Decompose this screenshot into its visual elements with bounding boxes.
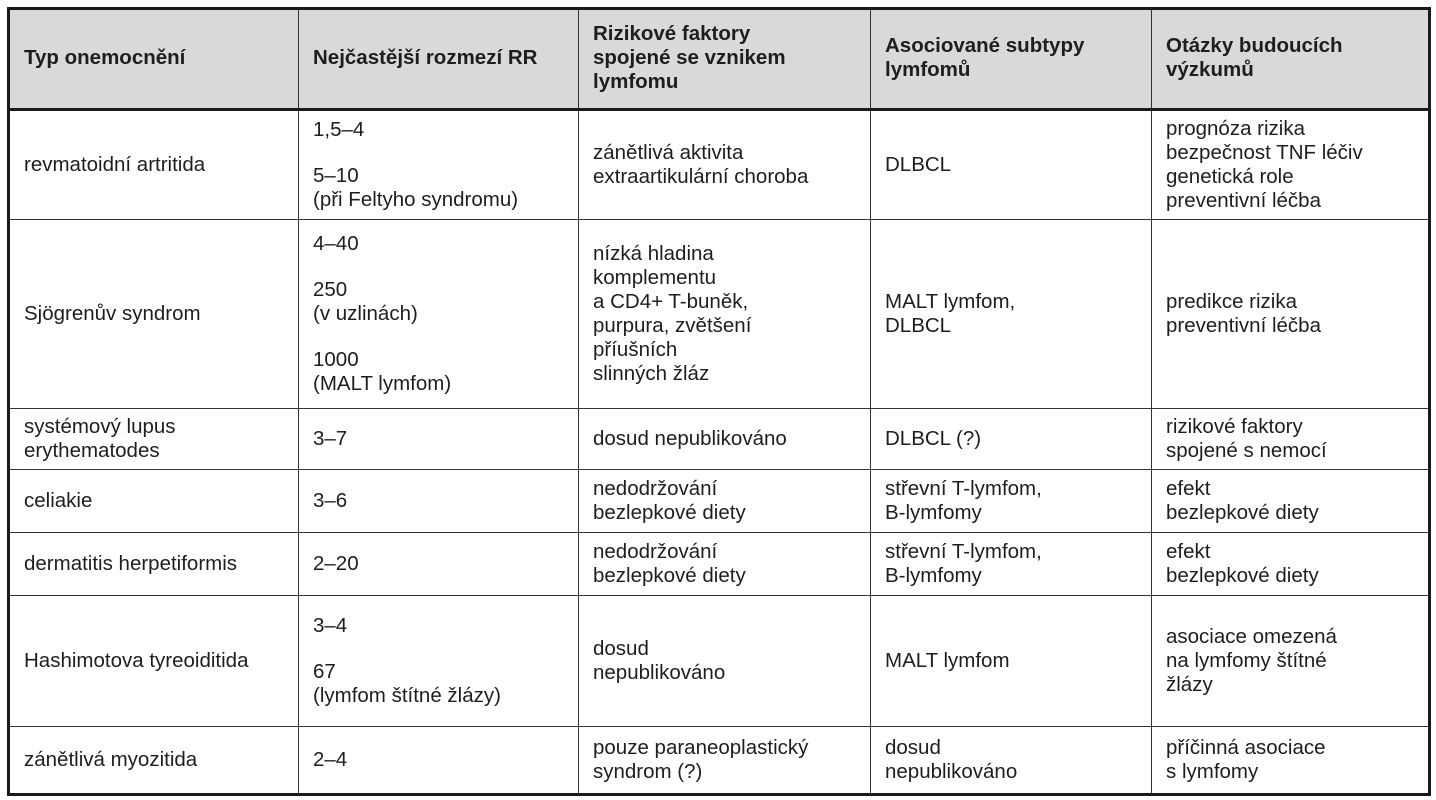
rr-cell bbox=[299, 110, 579, 220]
rr-cell bbox=[299, 409, 579, 470]
cell-line: na lymfomy štítné bbox=[1166, 649, 1327, 672]
subtypes-cell bbox=[871, 596, 1152, 727]
rr-cell bbox=[299, 220, 579, 409]
header-risk-factors bbox=[579, 9, 871, 110]
risk-cell bbox=[579, 727, 871, 795]
cell-line: nedodržování bbox=[593, 540, 718, 563]
cell-line: 250 bbox=[313, 278, 348, 301]
cell-line: 2–4 bbox=[313, 748, 348, 771]
research-cell bbox=[1152, 533, 1430, 596]
header-line: výzkumů bbox=[1166, 58, 1254, 81]
cell-line: 1,5–4 bbox=[313, 118, 365, 141]
cell-line: MALT lymfom bbox=[885, 649, 1010, 672]
table-container bbox=[7, 7, 1428, 794]
cell-line: slinných žláz bbox=[593, 362, 710, 385]
cell-line: 67 bbox=[313, 660, 336, 683]
cell-line: efekt bbox=[1166, 540, 1211, 563]
cell-line: 3–4 bbox=[313, 614, 348, 637]
header-lymphoma-subtypes bbox=[871, 9, 1152, 110]
cell-line: 3–6 bbox=[313, 489, 348, 512]
research-cell bbox=[1152, 220, 1430, 409]
disease-cell bbox=[9, 110, 299, 220]
subtypes-cell bbox=[871, 470, 1152, 533]
header-future-research bbox=[1152, 9, 1430, 110]
cell-line: DLBCL (?) bbox=[885, 427, 982, 450]
risk-cell bbox=[579, 220, 871, 409]
cell-line: genetická role bbox=[1166, 165, 1294, 188]
cell-line: DLBCL bbox=[885, 314, 952, 337]
cell-line: zánětlivá aktivita bbox=[593, 141, 744, 164]
risk-cell bbox=[579, 110, 871, 220]
cell-line: nepublikováno bbox=[593, 661, 726, 684]
risk-cell bbox=[579, 533, 871, 596]
header-line: Asociované subtypy bbox=[885, 34, 1085, 57]
research-cell bbox=[1152, 110, 1430, 220]
table-row bbox=[9, 727, 1430, 795]
rr-cell bbox=[299, 727, 579, 795]
table-row bbox=[9, 110, 1430, 220]
header-rr-range bbox=[299, 9, 579, 110]
cell-line: efekt bbox=[1166, 477, 1211, 500]
cell-line: Hashimotova tyreoiditida bbox=[24, 649, 249, 672]
cell-line: komplementu bbox=[593, 266, 717, 289]
header-line: Otázky budoucích bbox=[1166, 34, 1343, 57]
rr-cell bbox=[299, 470, 579, 533]
cell-line: nízká hladina bbox=[593, 242, 714, 265]
cell-line: dosud nepublikováno bbox=[593, 427, 787, 450]
research-cell bbox=[1152, 470, 1430, 533]
subtypes-cell bbox=[871, 727, 1152, 795]
cell-line: příušních bbox=[593, 338, 678, 361]
cell-line: asociace omezená bbox=[1166, 625, 1337, 648]
header-row bbox=[9, 9, 1430, 110]
header-line: lymfomu bbox=[593, 70, 679, 93]
disease-cell bbox=[9, 470, 299, 533]
cell-line: pouze paraneoplastický bbox=[593, 736, 809, 759]
cell-line: rizikové faktory bbox=[1166, 415, 1303, 438]
header-line: spojené se vznikem bbox=[593, 46, 786, 69]
header-line: lymfomů bbox=[885, 58, 971, 81]
cell-line: syndrom (?) bbox=[593, 760, 703, 783]
cell-line: nepublikováno bbox=[885, 760, 1018, 783]
cell-line: celiakie bbox=[24, 489, 93, 512]
cell-line: erythematodes bbox=[24, 439, 160, 462]
cell-line: bezlepkové diety bbox=[1166, 501, 1319, 524]
rr-cell bbox=[299, 533, 579, 596]
cell-line: (při Feltyho syndromu) bbox=[313, 188, 519, 211]
cell-line: MALT lymfom, bbox=[885, 290, 1016, 313]
cell-line: prognóza rizika bbox=[1166, 117, 1306, 140]
cell-line: 5–10 bbox=[313, 164, 359, 187]
cell-line: 2–20 bbox=[313, 552, 359, 575]
disease-cell bbox=[9, 220, 299, 409]
cell-line: (MALT lymfom) bbox=[313, 372, 452, 395]
disease-cell bbox=[9, 533, 299, 596]
cell-line: střevní T-lymfom, bbox=[885, 477, 1042, 500]
cell-line: revmatoidní artritida bbox=[24, 153, 206, 176]
cell-line: bezlepkové diety bbox=[1166, 564, 1319, 587]
header-disease-type bbox=[9, 9, 299, 110]
cell-line: a CD4+ T-buněk, bbox=[593, 290, 749, 313]
cell-line: žlázy bbox=[1166, 673, 1213, 696]
cell-line: 3–7 bbox=[313, 427, 348, 450]
table-row bbox=[9, 533, 1430, 596]
risk-cell bbox=[579, 596, 871, 727]
subtypes-cell bbox=[871, 409, 1152, 470]
table-row bbox=[9, 596, 1430, 727]
table-row bbox=[9, 470, 1430, 533]
cell-line: (lymfom štítné žlázy) bbox=[313, 684, 501, 707]
research-cell bbox=[1152, 596, 1430, 727]
cell-line: systémový lupus bbox=[24, 415, 176, 438]
lymphoma-risk-table bbox=[7, 7, 1431, 796]
cell-line: preventivní léčba bbox=[1166, 189, 1321, 212]
cell-line: spojené s nemocí bbox=[1166, 439, 1327, 462]
disease-cell bbox=[9, 727, 299, 795]
cell-line: Sjögrenův syndrom bbox=[24, 302, 201, 325]
risk-cell bbox=[579, 470, 871, 533]
header-line: Nejčastější rozmezí RR bbox=[313, 46, 538, 69]
cell-line: bezlepkové diety bbox=[593, 501, 746, 524]
research-cell bbox=[1152, 409, 1430, 470]
cell-line: s lymfomy bbox=[1166, 760, 1259, 783]
cell-line: příčinná asociace bbox=[1166, 736, 1326, 759]
cell-line: purpura, zvětšení bbox=[593, 314, 752, 337]
table-row bbox=[9, 220, 1430, 409]
table-row bbox=[9, 409, 1430, 470]
disease-cell bbox=[9, 596, 299, 727]
research-cell bbox=[1152, 727, 1430, 795]
cell-line: B-lymfomy bbox=[885, 501, 982, 524]
rr-cell bbox=[299, 596, 579, 727]
header-line: Rizikové faktory bbox=[593, 22, 751, 45]
cell-line: bezpečnost TNF léčiv bbox=[1166, 141, 1363, 164]
cell-line: (v uzlinách) bbox=[313, 302, 418, 325]
cell-line: 4–40 bbox=[313, 232, 359, 255]
cell-line: extraartikulární choroba bbox=[593, 165, 809, 188]
subtypes-cell bbox=[871, 220, 1152, 409]
cell-line: dosud bbox=[593, 637, 649, 660]
disease-cell bbox=[9, 409, 299, 470]
cell-line: bezlepkové diety bbox=[593, 564, 746, 587]
cell-line: nedodržování bbox=[593, 477, 718, 500]
cell-line: dosud bbox=[885, 736, 941, 759]
cell-line: zánětlivá myozitida bbox=[24, 748, 198, 771]
header-line: Typ onemocnění bbox=[24, 46, 186, 69]
cell-line: střevní T-lymfom, bbox=[885, 540, 1042, 563]
risk-cell bbox=[579, 409, 871, 470]
cell-line: B-lymfomy bbox=[885, 564, 982, 587]
cell-line: dermatitis herpetiformis bbox=[24, 552, 238, 575]
cell-line: preventivní léčba bbox=[1166, 314, 1321, 337]
cell-line: predikce rizika bbox=[1166, 290, 1298, 313]
cell-line: DLBCL bbox=[885, 153, 952, 176]
cell-line: 1000 bbox=[313, 348, 359, 371]
subtypes-cell bbox=[871, 533, 1152, 596]
subtypes-cell bbox=[871, 110, 1152, 220]
